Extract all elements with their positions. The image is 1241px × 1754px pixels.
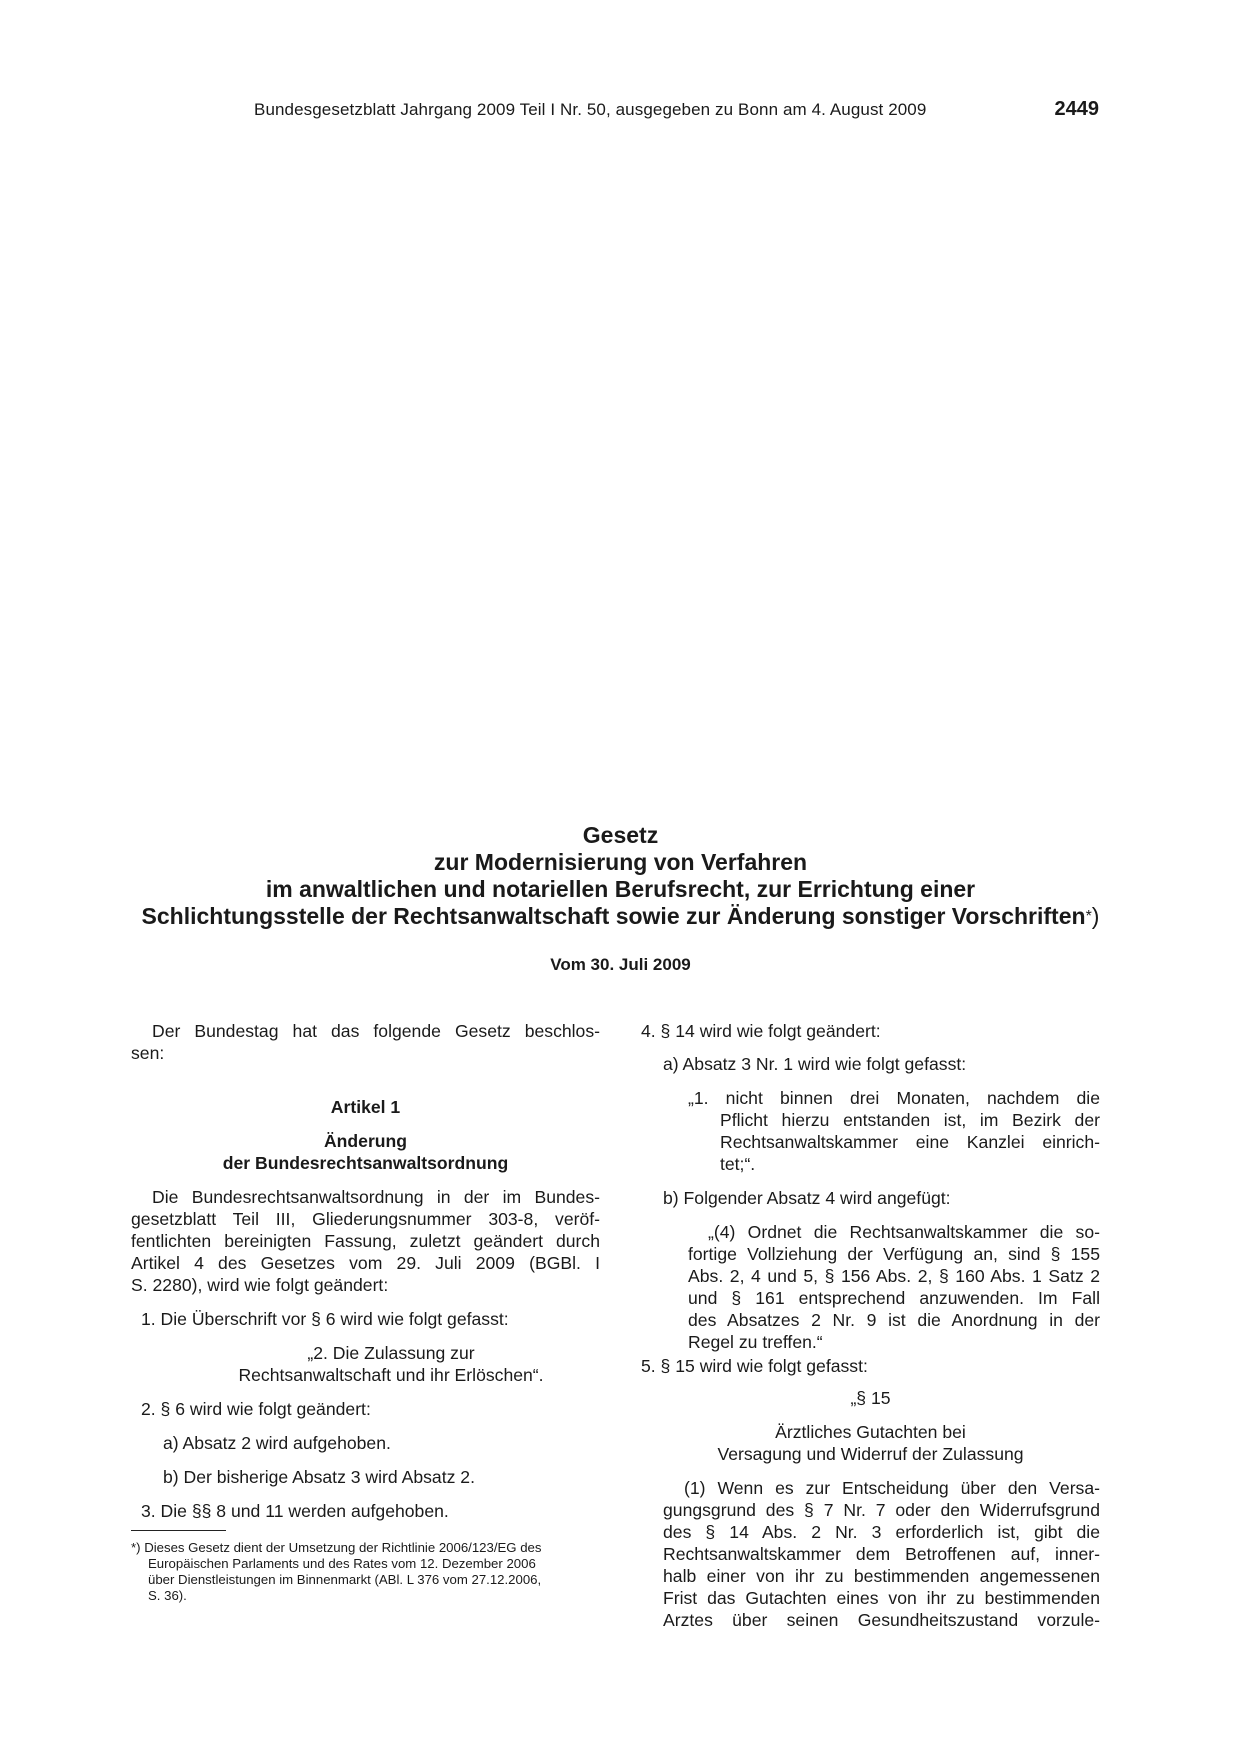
quote-line: „(4) Ordnet die Rechtsanwaltskammer die so-	[708, 1222, 1100, 1242]
quote-line: Abs. 2, 4 und 5, § 156 Abs. 2, § 160 Abs. 1 Satz 2	[688, 1266, 1100, 1286]
article-title-line-2: der Bundesrechtsanwaltsordnung	[222, 1153, 509, 1173]
intro-line-2: sen:	[131, 1043, 165, 1063]
law-title-line-2: zur Modernisierung von Verfahren	[433, 849, 808, 875]
paragraph-line: Die Bundesrechtsanwaltsordnung in der im Bundes-	[152, 1187, 600, 1207]
paragraph-line: Artikel 4 des Gesetzes vom 29. Juli 2009 (BGBl. I	[131, 1253, 600, 1273]
law-title-line-4-text: Schlichtungsstelle der Rechtsanwaltschaft sowie zur Änderung sonstiger Vorschriften	[141, 903, 1086, 929]
list-item-1: 1. Die Überschrift vor § 6 wird wie folgt gefasst:	[141, 1309, 509, 1329]
article-heading: Artikel 1	[330, 1097, 401, 1117]
section-text-line: Frist das Gutachten eines von ihr zu bestimmenden	[663, 1588, 1100, 1608]
footnote-line-1: *) Dieses Gesetz dient der Umsetzung der Richtlinie 2006/123/EG des	[131, 1540, 542, 1555]
section-text-line: halb einer von ihr zu bestimmenden angemessenen	[663, 1566, 1100, 1586]
footnote-line-4: S. 36).	[148, 1588, 187, 1603]
quote-line: des Absatzes 2 Nr. 9 ist die Anordnung in der	[688, 1310, 1100, 1330]
paragraph-line: fentlichten bereinigten Fassung, zuletzt geändert durch	[131, 1231, 600, 1251]
quote-line-1: „2. Die Zulassung zur	[307, 1343, 475, 1363]
section-text-line: Arztes über seinen Gesundheitszustand vorzule-	[663, 1610, 1100, 1630]
section-text-line: (1) Wenn es zur Entscheidung über den Versa-	[684, 1478, 1100, 1498]
list-item-5: 5. § 15 wird wie folgt gefasst:	[641, 1356, 868, 1376]
law-title-line-1: Gesetz	[582, 822, 659, 848]
list-item-4b: b) Folgender Absatz 4 wird angefügt:	[663, 1188, 951, 1208]
list-item-4a: a) Absatz 3 Nr. 1 wird wie folgt gefasst:	[663, 1054, 967, 1074]
quote-line: und § 161 entsprechend anzuwenden. Im Fall	[688, 1288, 1100, 1308]
paragraph-line: gesetzblatt Teil III, Gliederungsnummer 303-8, veröf-	[131, 1209, 600, 1229]
list-item-2b: b) Der bisherige Absatz 3 wird Absatz 2.	[163, 1467, 475, 1487]
paragraph-line: S. 2280), wird wie folgt geändert:	[131, 1275, 389, 1295]
quote-line-2: Rechtsanwaltschaft und ihr Erlöschen“.	[238, 1365, 544, 1385]
list-item-2: 2. § 6 wird wie folgt geändert:	[141, 1399, 371, 1419]
footnote-rule	[131, 1530, 226, 1531]
running-head: Bundesgesetzblatt Jahrgang 2009 Teil I Nr. 50, ausgegeben zu Bonn am 4. August 2009	[254, 100, 927, 119]
section-title-line-2: Versagung und Widerruf der Zulassung	[717, 1444, 1024, 1464]
footnote-line-3: über Dienstleistungen im Binnenmarkt (ABl. L 376 vom 27.12.2006,	[148, 1572, 542, 1587]
section-number: „§ 15	[850, 1388, 891, 1408]
section-text-line: des § 14 Abs. 2 Nr. 3 erforderlich ist, gibt die	[663, 1522, 1100, 1542]
footnote-paren: )	[1091, 903, 1100, 929]
section-text-line: Rechtsanwaltskammer dem Betroffenen auf, inner-	[663, 1544, 1100, 1564]
list-item-3: 3. Die §§ 8 und 11 werden aufgehoben.	[141, 1501, 449, 1521]
article-title-line-1: Änderung	[323, 1131, 408, 1151]
intro-line-1: Der Bundestag hat das folgende Gesetz beschlos-	[152, 1021, 600, 1041]
law-title-line-3: im anwaltlichen und notariellen Berufsrecht, zur Errichtung einer	[265, 876, 976, 902]
list-item-2a: a) Absatz 2 wird aufgehoben.	[163, 1433, 391, 1453]
law-date: Vom 30. Juli 2009	[550, 955, 691, 974]
section-text-line: gungsgrund des § 7 Nr. 7 oder den Widerrufsgrund	[663, 1500, 1100, 1520]
quote-line: Pflicht hierzu entstanden ist, im Bezirk der	[720, 1110, 1100, 1130]
quote-line: tet;“.	[720, 1154, 756, 1174]
quote-line: Rechtsanwaltskammer eine Kanzlei einrich-	[720, 1132, 1100, 1152]
quote-line: „1. nicht binnen drei Monaten, nachdem die	[688, 1088, 1100, 1108]
quote-line: fortige Vollziehung der Verfügung an, sind § 155	[688, 1244, 1100, 1264]
footnote-mark[interactable]: *	[1085, 908, 1092, 925]
list-item-4: 4. § 14 wird wie folgt geändert:	[641, 1021, 881, 1041]
law-title-line-4	[0, 903, 1241, 930]
page-number: 2449	[1054, 98, 1099, 120]
footnote-line-2: Europäischen Parlaments und des Rates vom 12. Dezember 2006	[148, 1556, 536, 1571]
section-title-line-1: Ärztliches Gutachten bei	[775, 1422, 966, 1442]
quote-line: Regel zu treffen.“	[688, 1332, 823, 1352]
